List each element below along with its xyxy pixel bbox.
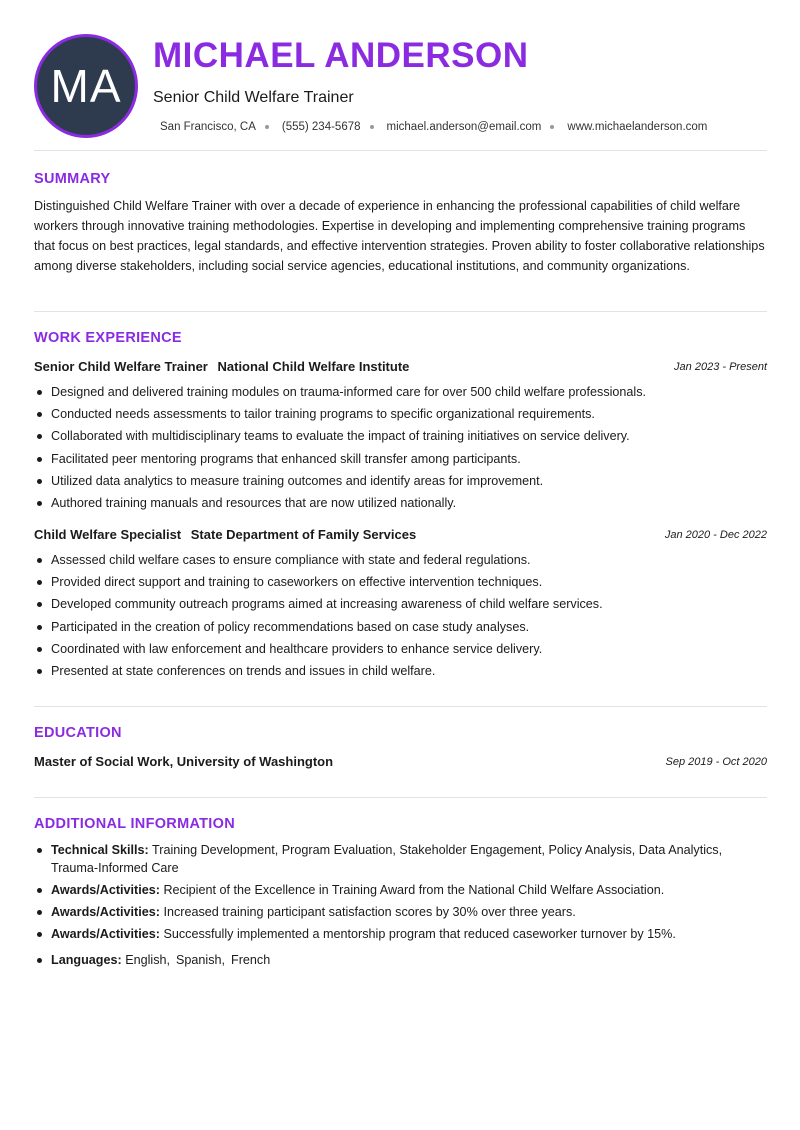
summary-heading: SUMMARY — [34, 171, 111, 187]
additional-list — [34, 841, 769, 973]
job-dates: Jan 2023 - Present — [674, 361, 767, 373]
item-text: Training Development, Program Evaluation, Stakeholder Engagement, Policy Analysis, Data Analytics, Trauma-Informed Care — [51, 843, 723, 875]
divider — [34, 706, 767, 707]
item-text: Increased training participant satisfaction scores by 30% over three years. — [163, 905, 576, 919]
candidate-name: MICHAEL ANDERSON — [153, 36, 529, 75]
list-item — [34, 925, 769, 943]
contact-phone: (555) 234-5678 — [281, 121, 361, 133]
list-item: Participated in the creation of policy recommendations based on case study analyses. — [34, 616, 769, 638]
job-role: Child Welfare Specialist — [34, 527, 182, 542]
list-item: Presented at state conferences on trends and issues in child welfare. — [34, 660, 769, 682]
divider — [34, 311, 767, 312]
language: English, — [125, 953, 170, 967]
contact-website[interactable]: www.michaelanderson.com — [567, 121, 708, 133]
item-label: Awards/Activities: — [51, 883, 160, 897]
list-item — [34, 903, 769, 921]
candidate-title: Senior Child Welfare Trainer — [153, 89, 354, 106]
contact-bar — [160, 121, 707, 133]
separator-dot — [265, 125, 269, 129]
contact-location: San Francisco, CA — [160, 121, 256, 133]
education-heading: EDUCATION — [34, 725, 122, 741]
language: French — [231, 953, 271, 967]
divider — [34, 797, 767, 798]
list-item: Utilized data analytics to measure training outcomes and identify areas for improvement. — [34, 470, 769, 492]
divider — [34, 150, 767, 151]
list-item: Designed and delivered training modules on trauma-informed care for over 500 child welfare professionals. — [34, 381, 769, 403]
job-bullets — [34, 549, 769, 682]
additional-heading: ADDITIONAL INFORMATION — [34, 816, 235, 832]
job-bullets — [34, 381, 769, 514]
education-dates: Sep 2019 - Oct 2020 — [665, 756, 767, 768]
job-organization: National Child Welfare Institute — [217, 359, 410, 374]
education-degree: Master of Social Work, University of Washington — [34, 754, 334, 769]
item-label: Awards/Activities: — [51, 905, 160, 919]
item-label: Awards/Activities: — [51, 927, 160, 941]
list-item: Developed community outreach programs aimed at increasing awareness of child welfare services. — [34, 593, 769, 615]
languages-item — [34, 951, 769, 969]
job-header — [34, 527, 767, 542]
separator-dot — [550, 125, 554, 129]
language: Spanish, — [176, 953, 226, 967]
languages-label: Languages: — [51, 953, 122, 967]
list-item: Collaborated with multidisciplinary teams to evaluate the impact of training initiatives on service delivery. — [34, 425, 769, 447]
avatar-initials: MA — [50, 60, 122, 112]
list-item — [34, 841, 769, 877]
item-label: Technical Skills: — [51, 843, 149, 857]
list-item: Facilitated peer mentoring programs that enhanced skill transfer among participants. — [34, 448, 769, 470]
summary-text: Distinguished Child Welfare Trainer with over a decade of experience in enhancing the professional capabilities of child welfare workers through innovative training methodologies. Expertise in developing and implementing comprehensive training programs that focus on best practices, legal standards, and effective intervention strategies. Proven ability to foster collaborative relationships among diverse stakeholders, including social service agencies, educational institutions, and community organizations. — [34, 199, 765, 273]
list-item — [34, 881, 769, 899]
item-text: Successfully implemented a mentorship program that reduced caseworker turnover by 15%. — [163, 927, 676, 941]
job-role: Senior Child Welfare Trainer — [34, 359, 208, 374]
list-item: Assessed child welfare cases to ensure compliance with state and federal regulations. — [34, 549, 769, 571]
avatar — [34, 34, 138, 138]
list-item: Provided direct support and training to caseworkers on effective intervention techniques. — [34, 571, 769, 593]
separator-dot — [370, 125, 374, 129]
experience-heading: WORK EXPERIENCE — [34, 330, 182, 346]
item-text: Recipient of the Excellence in Training Award from the National Child Welfare Association. — [163, 883, 665, 897]
job-header — [34, 359, 767, 374]
list-item: Authored training manuals and resources that are now utilized nationally. — [34, 492, 769, 514]
list-item: Conducted needs assessments to tailor training programs to specific organizational requirements. — [34, 403, 769, 425]
job-dates: Jan 2020 - Dec 2022 — [664, 529, 767, 541]
job-organization: State Department of Family Services — [190, 527, 417, 542]
contact-email[interactable]: michael.anderson@email.com — [386, 121, 542, 133]
list-item: Coordinated with law enforcement and healthcare providers to enhance service delivery. — [34, 638, 769, 660]
